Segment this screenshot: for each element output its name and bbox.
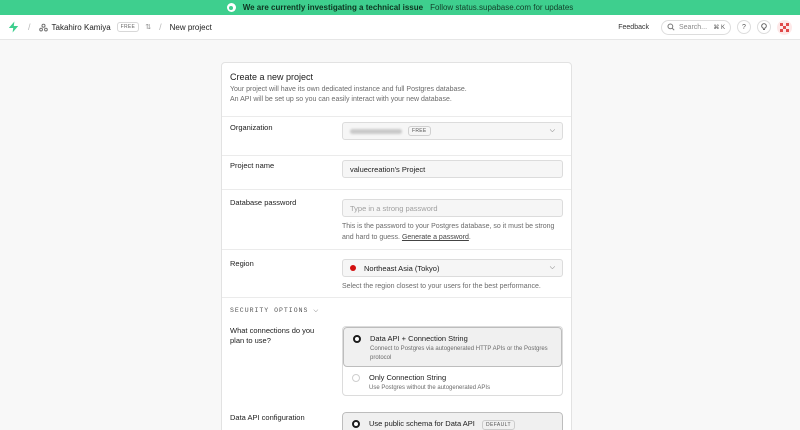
radio-selected-icon bbox=[352, 420, 360, 428]
option-title-wrap bbox=[369, 419, 554, 428]
panel-header bbox=[222, 63, 571, 117]
status-dot-icon bbox=[227, 3, 236, 12]
feedback-button[interactable]: Feedback bbox=[618, 23, 649, 31]
chevron-down-icon: ⌵ bbox=[313, 307, 320, 314]
option-public-schema[interactable] bbox=[342, 412, 563, 430]
option-title: Only Connection String bbox=[369, 373, 447, 382]
project-name-value: valuecreation's Project bbox=[350, 164, 426, 174]
generate-password-link[interactable]: Generate a password bbox=[401, 234, 469, 241]
chevron-down-icon: ⌵ bbox=[549, 127, 555, 134]
help-icon[interactable]: ? bbox=[737, 20, 751, 34]
org-plan-badge: FREE bbox=[117, 22, 140, 32]
top-navigation bbox=[0, 15, 800, 40]
supabase-logo-icon[interactable] bbox=[8, 21, 20, 33]
region-hint: Select the region closest to your users for the best performance. bbox=[342, 283, 541, 290]
user-avatar[interactable] bbox=[777, 20, 792, 35]
default-badge: DEFAULT bbox=[482, 420, 515, 430]
search-placeholder: Search... bbox=[679, 23, 708, 31]
search-icon bbox=[667, 23, 675, 31]
banner-message: We are currently investigating a technical issue bbox=[242, 3, 424, 12]
project-name-row bbox=[222, 156, 571, 190]
radio-selected-icon bbox=[353, 335, 361, 343]
chevron-down-icon: ⌵ bbox=[549, 264, 555, 271]
option-data-api-connection-string[interactable] bbox=[343, 327, 562, 367]
region-label: Region bbox=[230, 259, 254, 268]
banner-status-link[interactable]: Follow status.supabase.com for updates bbox=[430, 3, 574, 12]
organization-plan-badge: FREE bbox=[408, 126, 431, 136]
breadcrumb-page: New project bbox=[169, 22, 212, 32]
create-project-panel bbox=[221, 62, 572, 430]
option-only-connection-string[interactable] bbox=[343, 367, 562, 396]
status-banner bbox=[0, 0, 800, 15]
breadcrumb-organization[interactable]: Takahiro Kamiya bbox=[51, 22, 111, 32]
project-name-label: Project name bbox=[230, 161, 275, 170]
database-password-input[interactable] bbox=[342, 199, 563, 217]
password-hint-text: This is the password to your Postgres database, so it must be strong and hard to guess. bbox=[342, 223, 555, 241]
organization-label: Organization bbox=[230, 123, 273, 132]
breadcrumb-separator: / bbox=[159, 22, 162, 32]
security-options-toggle[interactable] bbox=[230, 307, 319, 315]
organization-select[interactable] bbox=[342, 122, 563, 140]
japan-flag-icon bbox=[350, 265, 356, 271]
option-title: Use public schema for Data API bbox=[369, 419, 475, 428]
organization-icon bbox=[39, 23, 48, 32]
breadcrumb-separator: / bbox=[28, 22, 31, 32]
option-title: Data API + Connection String bbox=[370, 334, 468, 343]
region-row bbox=[222, 250, 571, 298]
search-button[interactable] bbox=[661, 20, 731, 35]
option-description: Connect to Postgres via autogenerated HTTP APIs or the Postgres protocol bbox=[370, 346, 548, 361]
page-title: Create a new project bbox=[230, 72, 314, 82]
password-hint: This is the password to your Postgres database, so it must be strong and hard to guess. Generate a password. bbox=[342, 223, 555, 241]
search-shortcut: ⌘ K bbox=[713, 24, 725, 31]
connections-radio-group bbox=[342, 326, 563, 396]
region-select[interactable] bbox=[342, 259, 563, 277]
region-value: Northeast Asia (Tokyo) bbox=[364, 263, 440, 273]
option-description: Use Postgres without the autogenerated APIs bbox=[369, 385, 491, 391]
database-password-row bbox=[222, 190, 571, 250]
org-switcher-chevrons-icon[interactable]: ⇅ bbox=[145, 24, 152, 31]
panel-description-api: An API will be set up so you can easily interact with your new database. bbox=[230, 96, 452, 103]
database-password-label: Database password bbox=[230, 198, 297, 207]
panel-description: Your project will have its own dedicated instance and full Postgres database. bbox=[230, 86, 467, 93]
security-options-label: SECURITY OPTIONS bbox=[230, 307, 309, 314]
project-name-input[interactable] bbox=[342, 160, 563, 178]
connections-label: What connections do you plan to use? bbox=[230, 326, 315, 345]
lightbulb-icon[interactable] bbox=[757, 20, 771, 34]
radio-unselected-icon bbox=[352, 374, 360, 382]
organization-row bbox=[222, 117, 571, 156]
organization-name-redacted bbox=[350, 129, 402, 134]
data-api-config-label: Data API configuration bbox=[230, 413, 305, 422]
data-api-radio-group bbox=[342, 412, 563, 430]
password-placeholder: Type in a strong password bbox=[350, 203, 438, 213]
